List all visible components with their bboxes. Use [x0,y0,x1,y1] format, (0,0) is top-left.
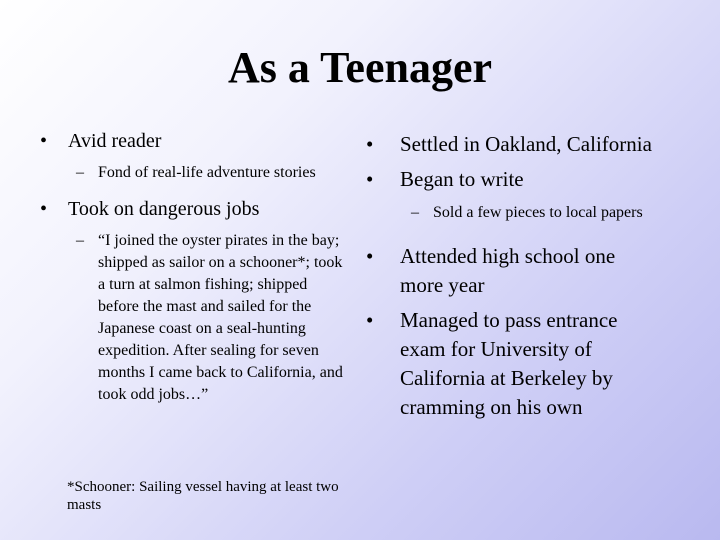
bullet-settled-oakland [363,130,663,159]
dash-marker: – [411,204,419,221]
bullet-text: Settled in Oakland, California [400,132,652,156]
bullet-text: Avid reader [68,130,162,152]
bullet-marker: • [366,132,374,156]
right-sub-list [403,202,663,224]
left-sub-list-1 [68,162,358,184]
bullet-avid-reader [28,128,358,154]
bullet-berkeley-exam [363,306,663,422]
right-bullet-list [363,130,663,194]
footnote: *Schooner: Sailing vessel having at least two masts [67,479,339,513]
left-column [28,128,358,406]
bullet-dangerous-jobs [28,196,358,222]
bullet-text: Began to write [400,167,524,191]
sub-bullet-quote [68,230,350,406]
bullet-marker: • [366,308,374,332]
dash-marker: – [76,164,84,181]
bullet-marker: • [40,198,48,220]
bullet-marker: • [366,244,374,268]
quote-text: “I joined the oyster pirates in the bay; shipped as sailor on a schooner*; took a turn at salmon fishing; shipped before the mast and sailed for the Japanese coast on a seal-hunting expedition. After sealing for seven months I came back to California, and took odd jobs…” [98,232,343,403]
bullet-marker: • [366,167,374,191]
bullet-text: Attended high school one more year [400,244,616,297]
right-column [363,128,663,422]
bullet-began-to-write [363,165,663,194]
sub-bullet-text: Sold a few pieces to local papers [433,204,643,221]
slide-title: As a Teenager [228,43,492,92]
sub-bullet-adventure-stories [68,162,348,184]
bullet-marker: • [40,130,48,152]
bullet-high-school [363,242,663,300]
bullet-text: Took on dangerous jobs [68,198,260,220]
bullet-text: Managed to pass entrance exam for University of California at Berkeley by cramming on his own [400,308,618,419]
left-sub-list-2 [68,230,358,406]
dash-marker: – [76,232,84,249]
left-bullet-list-2 [28,196,358,222]
sub-bullet-sold-pieces [403,202,658,224]
sub-bullet-text: Fond of real-life adventure stories [98,164,316,181]
right-bullet-list-2 [363,242,663,422]
left-bullet-list [28,128,358,154]
